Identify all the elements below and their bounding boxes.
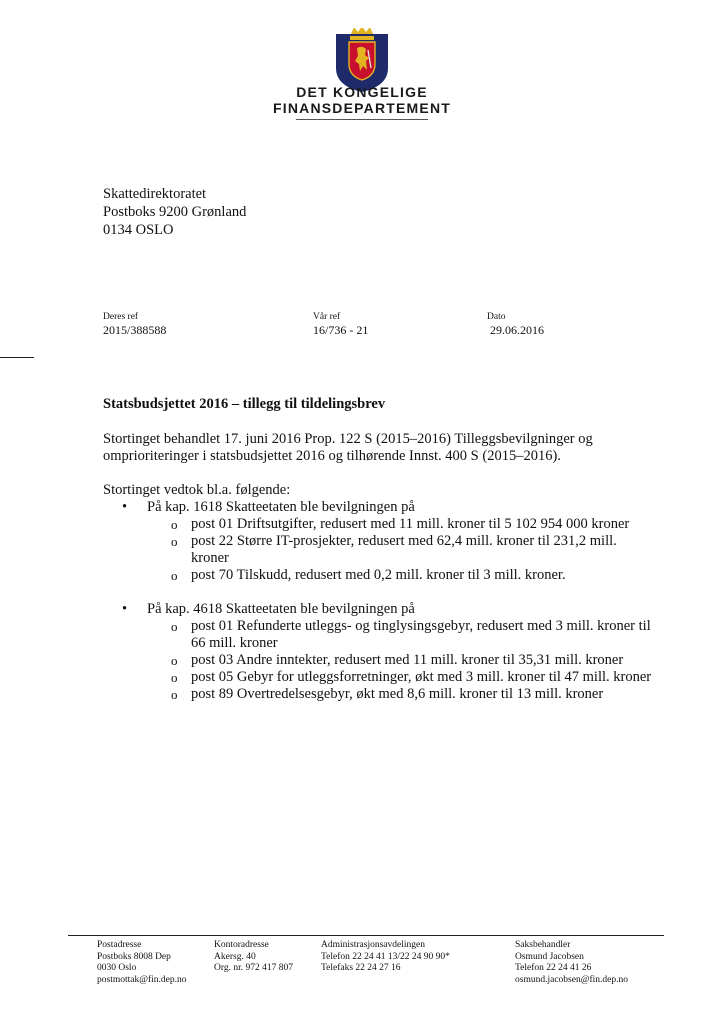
section-2-item-2: post 03 Andre inntekter, redusert med 11 mill. kroner til 35,31 mill. kroner [191,652,624,668]
section-1-item-2-line-2: kroner [191,550,229,566]
letter-title: Statsbudsjettet 2016 – tillegg til tildelingsbrev [103,396,386,412]
recipient-address: Postboks 9200 Grønland [103,204,247,220]
department-name-line1: DET KONGELIGE [296,84,428,100]
footer-office-heading: Kontoradresse [214,940,269,950]
bullet-icon: • [122,601,128,617]
sub-bullet-icon: o [171,687,178,702]
section-1-heading: På kap. 1618 Skatteetaten ble bevilgningen på [147,499,415,515]
section-1-item-1: post 01 Driftsutgifter, redusert med 11 mill. kroner til 5 102 954 000 kroner [191,516,630,532]
sub-bullet-icon: o [171,670,178,685]
footer-handler-heading: Saksbehandler [515,940,571,950]
footer-office-street: Akersg. 40 [214,951,256,962]
section-1-item-3: post 70 Tilskudd, redusert med 0,2 mill. kroner til 3 mill. kroner. [191,567,566,583]
paragraph-1-line-2: omprioriteringer i statsbudsjettet 2016 og tilhørende Innst. 400 S (2015–2016). [103,448,561,464]
fold-mark [0,357,34,358]
section-1-item-2-line-1: post 22 Større IT-prosjekter, redusert med 62,4 mill. kroner til 231,2 mill. [191,533,617,549]
sub-bullet-icon: o [171,534,178,549]
sub-bullet-icon: o [171,517,178,532]
section-2-item-4: post 89 Overtredelsesgebyr, økt med 8,6 mill. kroner til 13 mill. kroner [191,686,604,702]
footer-handler-name: Osmund Jacobsen [515,951,584,962]
recipient-postal: 0134 OSLO [103,222,174,238]
footer-admin-phone: Telefon 22 24 41 13/22 24 90 90* [321,951,450,962]
var-ref-value: 16/736 - 21 [313,323,369,337]
footer-postal-city: 0030 Oslo [97,963,137,973]
footer-divider [68,935,664,936]
footer-postal-column [97,940,187,986]
section-2-item-1-line-1: post 01 Refunderte utleggs- og tinglysingsgebyr, redusert med 3 mill. kroner til [191,618,651,634]
section-2-item-1-line-2: 66 mill. kroner [191,635,278,651]
footer-admin-fax: Telefaks 22 24 27 16 [321,963,401,973]
footer-admin-heading: Administrasjonsavdelingen [321,940,425,950]
footer-handler-email[interactable]: osmund.jacobsen@fin.dep.no [515,974,628,985]
recipient-name: Skattedirektoratet [103,186,207,202]
footer-handler-phone: Telefon 22 24 41 26 [515,963,592,973]
paragraph-1-line-1: Stortinget behandlet 17. juni 2016 Prop. 122 S (2015–2016) Tilleggsbevilgninger og [103,431,593,447]
footer-postal-heading: Postadresse [97,940,142,950]
date-label: Dato [487,312,506,322]
date-value: 29.06.2016 [490,323,544,337]
sub-bullet-icon: o [171,619,178,634]
sub-bullet-icon: o [171,568,178,583]
footer-postal-box: Postboks 8008 Dep [97,951,171,962]
section-2-heading: På kap. 4618 Skatteetaten ble bevilgningen på [147,601,415,617]
paragraph-2: Stortinget vedtok bl.a. følgende: [103,482,291,498]
footer-office-column [214,940,293,975]
department-divider [296,119,428,120]
deres-ref-value: 2015/388588 [103,323,167,337]
footer-admin-column [321,940,450,975]
sub-bullet-icon: o [171,653,178,668]
var-ref-label: Vår ref [313,312,341,322]
bullet-icon: • [122,499,128,515]
footer-postal-email[interactable]: postmottak@fin.dep.no [97,974,187,985]
deres-ref-label: Deres ref [103,312,139,322]
department-name-line2: FINANSDEPARTEMENT [272,100,452,116]
footer-org-number: Org. nr. 972 417 807 [214,963,293,973]
footer-handler-column [515,940,628,986]
section-2-item-3: post 05 Gebyr for utleggsforretninger, økt med 3 mill. kroner til 47 mill. kroner [191,669,652,685]
